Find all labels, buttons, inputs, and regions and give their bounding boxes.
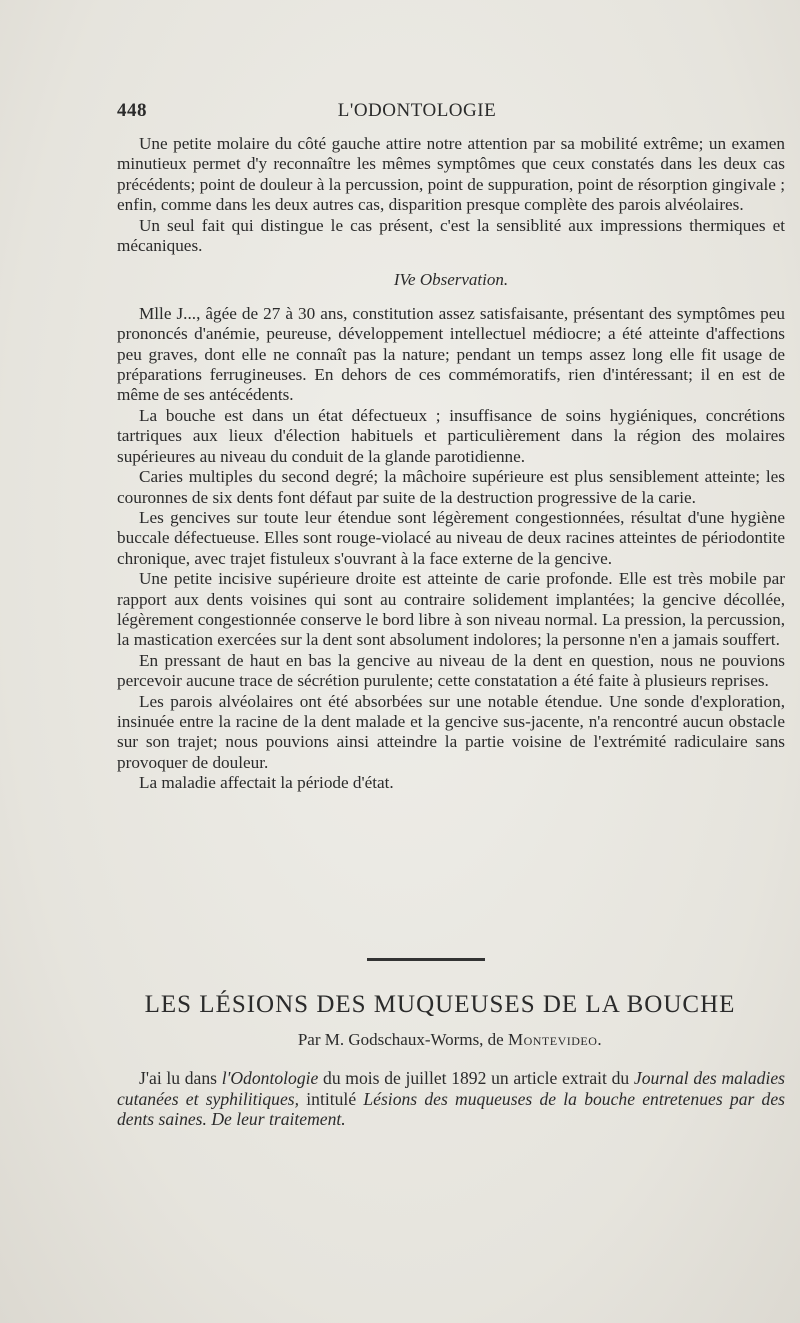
byline-author: Par M. Godschaux-Worms, de (297, 1030, 504, 1049)
section-divider (367, 958, 485, 961)
paragraph: Les parois alvéolaires ont été absorbées sur une notable étendue. Une sonde d'exploration, insinuée entre la racine de la dent malade et la gencive sus-jacente, n'a rencontré aucun obstacle sur son trajet; nous pouvions ainsi atteindre la partie voisine de l'extrémité radiculaire sans provoquer de douleur. (117, 691, 785, 772)
article-title: Lésions des muqueuses de la bouche entretenues par des dents saines. De leur traitement. (117, 1088, 786, 1130)
paragraph: Une petite incisive supérieure droite est atteinte de carie profonde. Elle est très mobile par rapport aux dents voisines qui sont au contraire solidement implantées; la gencive décollée, légèrement congestionnée conserve le bord libre à son niveau normal. La pression, la percussion, la mastication exercées sur la dent sont absolument indolores; la personne n'en a jamais souffert. (117, 569, 785, 650)
paragraph: Un seul fait qui distingue le cas présent, c'est la sensiblité aux impressions thermiques et mécaniques. (117, 215, 785, 256)
page-number: 448 (117, 100, 147, 121)
closing-paragraph (117, 1068, 785, 1130)
paragraph: La maladie affectait la période d'état. (139, 773, 394, 793)
paragraph: La bouche est dans un état défectueux ; insuffisance de soins hygiéniques, concrétions tartriques aux lieux d'élection habituels et particulièrement dans la région des molaires supérieures au niveau du conduit de la glande parotidienne. (117, 405, 785, 466)
byline-place: Montevideo. (507, 1030, 603, 1049)
section-title: LES LÉSIONS DES MUQUEUSES DE LA BOUCHE (144, 991, 736, 1018)
paragraph: En pressant de haut en bas la gencive au niveau de la dent en question, nous ne pouvions percevoir aucune trace de sécrétion purulente; cette constatation a été faite à plusieurs reprises. (117, 650, 785, 691)
journal-title: Journal des maladies cutanées et syphilitiques, (117, 1068, 785, 1109)
byline (150, 1030, 750, 1050)
closing-text: du mois de juillet 1892 un article extrait du (323, 1068, 630, 1088)
closing-text: intitulé (306, 1088, 357, 1109)
observation-heading: IVe Observation. (393, 270, 509, 290)
paragraph: Mlle J..., âgée de 27 à 30 ans, constitution assez satisfaisante, présentant des symptômes peu prononcés d'anémie, peureuse, développement intellectuel médiocre; a été atteinte d'affections peu graves, dont elle ne connaît pas la nature; pendant un temps assez long elle fit usage de préparations ferrugineuses. En dehors de ces commémoratifs, rien d'intéressant; il en est de même de ses antécédents. (117, 303, 785, 405)
paragraph: Les gencives sur toute leur étendue sont légèrement congestionnées, résultat d'une hygiène buccale défectueuse. Elles sont rouge-violacé au niveau de deux racines atteintes de périodontite chronique, avec trajet fistuleux s'ouvrant à la face externe de la gencive. (117, 507, 785, 568)
paragraph: Une petite molaire du côté gauche attire notre attention par sa mobilité extrême; un examen minutieux permet d'y reconnaître les mêmes symptômes que ceux constatés dans les deux cas précédents; point de douleur à la percussion, point de suppuration, point de résorption gingivale ; enfin, comme dans les deux autres cas, disparition presque complète des parois alvéolaires. (117, 134, 785, 215)
journal-title: l'Odontologie (221, 1068, 319, 1088)
paragraph: Caries multiples du second degré; la mâchoire supérieure est plus sensiblement atteinte; les couronnes de six dents font défaut par suite de la destruction progressive de la carie. (117, 467, 785, 507)
article-body (117, 134, 785, 794)
running-title: L'ODONTOLOGIE (337, 100, 497, 121)
closing-text: J'ai lu dans (139, 1068, 218, 1088)
